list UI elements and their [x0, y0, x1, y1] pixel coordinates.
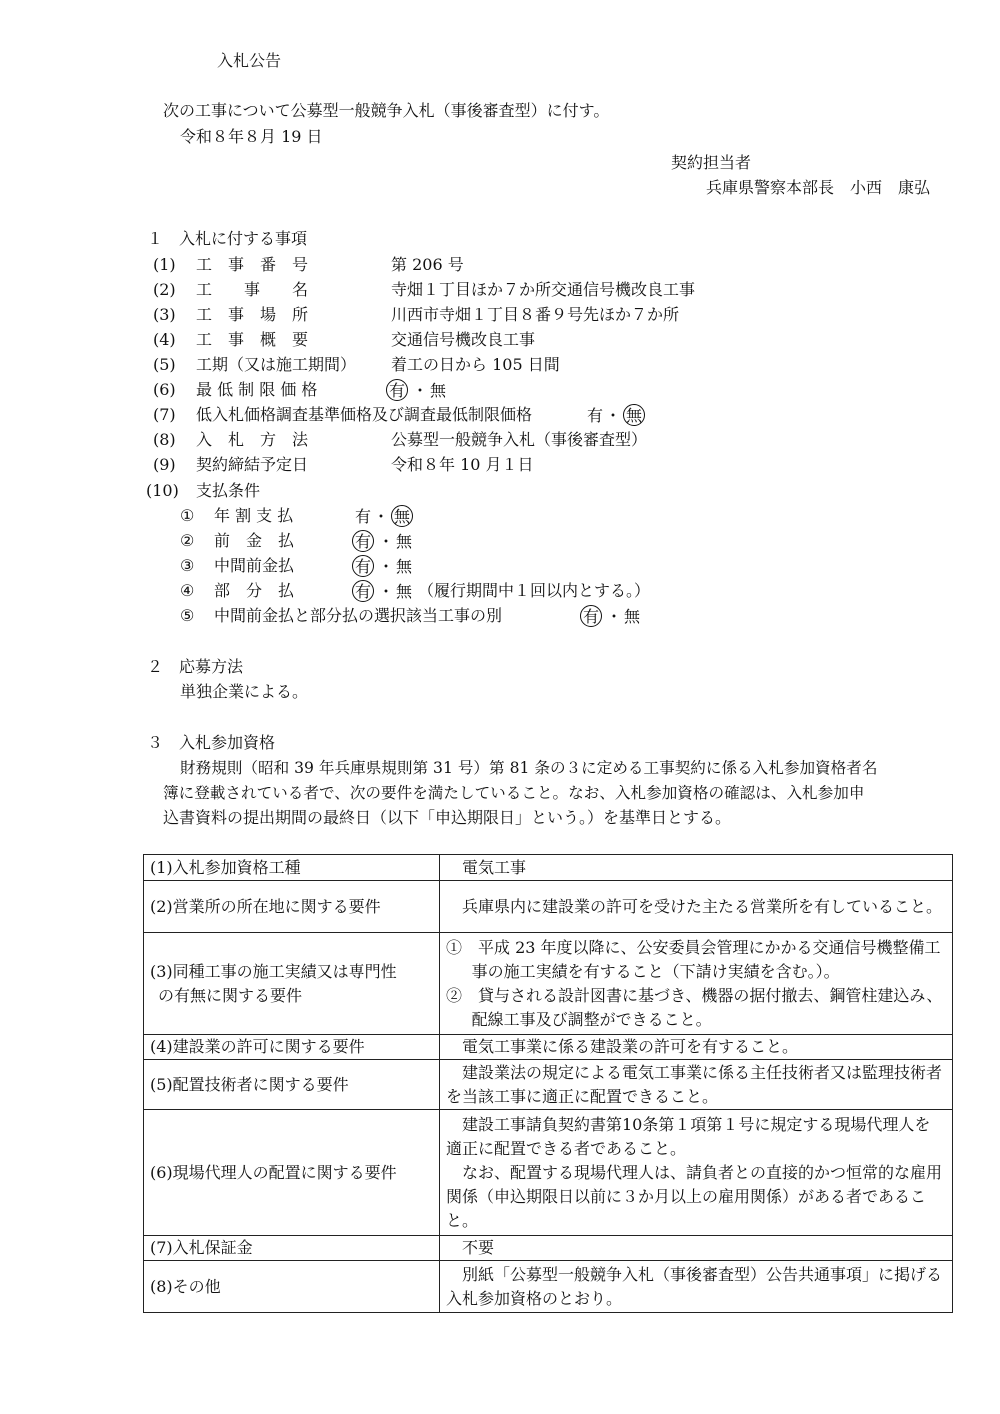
- item-number: (1): [153, 255, 176, 274]
- item-number: (6): [153, 380, 176, 399]
- table-label: (7)入札保証金: [144, 1236, 440, 1261]
- item-label: 工 事 概 要: [196, 330, 309, 349]
- payment-label: 前 金 払: [214, 531, 295, 550]
- intro-text: 次の工事について公募型一般競争入札（事後審査型）に付す。: [163, 101, 610, 120]
- table-label: (1)入札参加資格工種: [144, 855, 440, 881]
- table-value: 別紙「公募型一般競争入札（事後審査型）公告共通事項」に掲げる入札参加資格のとおり。: [440, 1261, 953, 1313]
- table-label: (4)建設業の許可に関する要件: [144, 1035, 440, 1060]
- table-row: [144, 881, 953, 933]
- section3-paragraph: 込書資料の提出期間の最終日（以下「申込期限日」という。）を基準日とする。: [163, 808, 732, 827]
- table-row: [144, 1060, 953, 1110]
- table-label: (6)現場代理人の配置に関する要件: [144, 1110, 440, 1236]
- yes-no-option: 有 ・ 無: [386, 379, 446, 402]
- yes-no-option: 有 ・ 無: [352, 530, 412, 553]
- payment-label: 中間前金払と部分払の選択該当工事の別: [214, 606, 503, 625]
- table-value: 建設工事請負契約書第10条第１項第１号に規定する現場代理人を適正に配置できる者であること。 なお、配置する現場代理人は、請負者との直接的かつ恒常的な雇用関係（申込期限日以前に３か月以上の雇用関係）がある者であること。: [440, 1110, 953, 1236]
- table-row: [144, 1261, 953, 1313]
- item-label: 工 事 番 号: [196, 255, 309, 274]
- table-row: [144, 1110, 953, 1236]
- payment-label: 年 割 支 払: [214, 506, 294, 525]
- item-value: 寺畑１丁目ほか７か所交通信号機改良工事: [391, 280, 696, 299]
- table-value: 建設業法の規定による電気工事業に係る主任技術者又は監理技術者を当該工事に適正に配置できること。: [440, 1060, 953, 1110]
- yes-no-option: 有 ・ 無: [580, 605, 640, 628]
- payment-number: ④: [180, 581, 195, 600]
- item-label: 工 事 名: [196, 280, 309, 299]
- item-number: (10): [146, 481, 179, 500]
- section3-heading: ３ 入札参加資格: [147, 733, 276, 752]
- section2-heading: ２ 応募方法: [147, 657, 244, 676]
- table-value: 電気工事業に係る建設業の許可を有すること。: [440, 1035, 953, 1060]
- option-no: 無: [430, 381, 447, 400]
- yes-no-option: 有 ・ 無: [352, 555, 412, 578]
- yes-no-option: 有 ・ 無: [355, 505, 415, 528]
- yes-no-option: 有 ・ 無: [587, 404, 647, 427]
- circled-yes: 有: [352, 555, 374, 577]
- notice-date: 令和８年８月 19 日: [180, 127, 323, 146]
- table-label: (3)同種工事の施工実績又は専門性 の有無に関する要件: [144, 933, 440, 1035]
- item-value: 交通信号機改良工事: [391, 330, 536, 349]
- payment-label: 部 分 払: [214, 581, 295, 600]
- option-yes: 有: [355, 507, 372, 526]
- item-number: (2): [153, 280, 176, 299]
- table-row: [144, 1035, 953, 1060]
- section3-paragraph: 簿に登載されている者で、次の要件を満たしていること。なお、入札参加資格の確認は、入札参加申: [163, 784, 865, 802]
- yes-no-option: 有 ・ 無: [352, 580, 412, 603]
- table-label: (8)その他: [144, 1261, 440, 1313]
- item-value: 川西市寺畑１丁目８番９号先ほか７か所: [391, 305, 680, 324]
- item-label: 工 事 場 所: [196, 305, 309, 324]
- option-no: 無: [396, 582, 413, 601]
- item-label: 最 低 制 限 価 格: [196, 380, 318, 399]
- payment-number: ③: [180, 556, 195, 575]
- option-no: 無: [396, 532, 413, 551]
- table-value: ① 平成 23 年度以降に、公安委員会管理にかかる交通信号機整備工事の施工実績を有すること（下請け実績を含む。）。 ② 貸与される設計図書に基づき、機器の据付撤去、鋼管柱建込み、配線工事及び調整ができること。: [440, 933, 953, 1035]
- item-number: (3): [153, 305, 176, 324]
- item-label: 入 札 方 法: [196, 430, 309, 449]
- circled-yes: 有: [386, 379, 408, 401]
- table-value: 電気工事: [440, 855, 953, 881]
- circled-no: 無: [391, 505, 413, 527]
- payment-label: 中間前金払: [214, 556, 295, 575]
- contact-title: 契約担当者: [671, 153, 752, 172]
- item-value: 公募型一般競争入札（事後審査型）: [391, 430, 648, 449]
- section2-body: 単独企業による。: [180, 682, 309, 701]
- item-value: 令和８年 10 月１日: [391, 455, 534, 474]
- qualification-table: [143, 854, 953, 1313]
- item-value: 着工の日から 105 日間: [391, 355, 560, 374]
- table-row: [144, 855, 953, 881]
- item-number: (8): [153, 430, 176, 449]
- table-label: (5)配置技術者に関する要件: [144, 1060, 440, 1110]
- section1-heading: １ 入札に付する事項: [147, 229, 308, 248]
- payment-number: ⑤: [180, 606, 195, 625]
- option-yes: 有: [587, 406, 604, 425]
- circled-yes: 有: [352, 530, 374, 552]
- item-number: (4): [153, 330, 176, 349]
- table-value: 不要: [440, 1236, 953, 1261]
- payment-note: （履行期間中１回以内とする。）: [418, 581, 651, 600]
- circled-yes: 有: [352, 580, 374, 602]
- item-label: 支払条件: [196, 481, 261, 500]
- item-number: (7): [153, 405, 176, 424]
- option-no: 無: [624, 607, 641, 626]
- contact-name: 兵庫県警察本部長 小西 康弘: [706, 178, 931, 197]
- item-label: 契約締結予定日: [196, 455, 309, 474]
- payment-number: ①: [180, 506, 195, 525]
- table-label: (2)営業所の所在地に関する要件: [144, 881, 440, 933]
- payment-number: ②: [180, 531, 195, 550]
- section3-paragraph: 財務規則（昭和 39 年兵庫県規則第 31 号）第 81 条の３に定める工事契約に係る入札参加資格者名: [180, 759, 878, 777]
- item-number: (9): [153, 455, 176, 474]
- option-no: 無: [396, 557, 413, 576]
- table-row: [144, 933, 953, 1035]
- circled-yes: 有: [580, 605, 602, 627]
- item-label: 低入札価格調査基準価格及び調査最低制限価格: [196, 405, 533, 424]
- page-title: 入札公告: [217, 51, 282, 70]
- item-label: 工期（又は施工期間）: [196, 355, 357, 374]
- item-value: 第 206 号: [391, 255, 464, 274]
- item-number: (5): [153, 355, 176, 374]
- table-row: [144, 1236, 953, 1261]
- circled-no: 無: [623, 404, 645, 426]
- table-value: 兵庫県内に建設業の許可を受けた主たる営業所を有していること。: [440, 881, 953, 933]
